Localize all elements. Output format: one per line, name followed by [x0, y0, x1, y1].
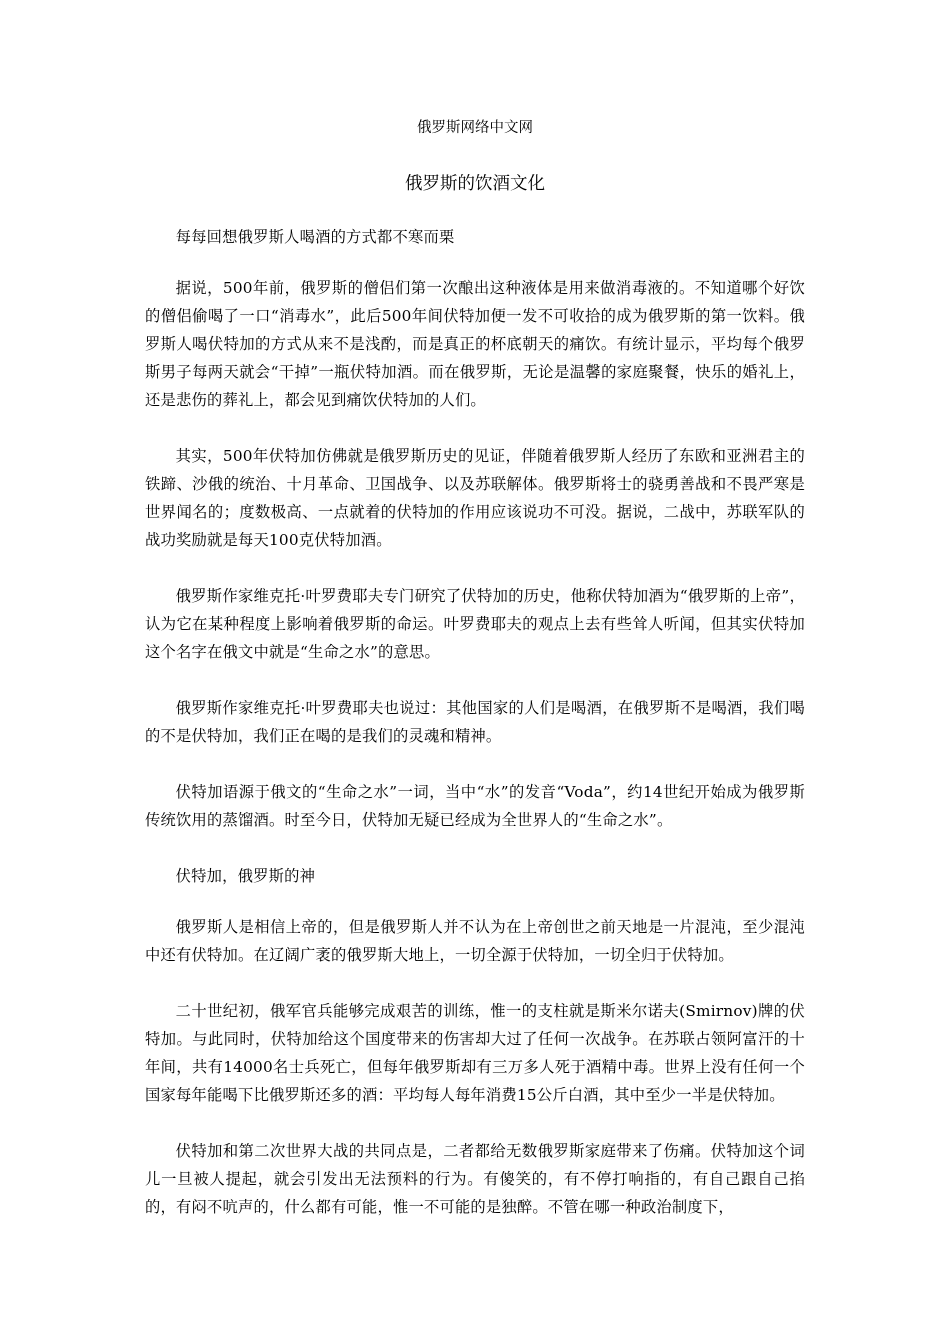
document-page — [145, 0, 805, 1344]
site-title: 俄罗斯网络中文网 — [417, 120, 533, 136]
body-paragraph: 二十世纪初，俄军官兵能够完成艰苦的训练，惟一的支柱就是斯米尔诺夫(Smirnov)牌的伏特加。与此同时，伏特加给这个国度带来的伤害却大过了任何一次战争。在苏联占领阿富汗的十年间，共有14000名士兵死亡，但每年俄罗斯却有三万多人死于酒精中毒。世界上没有任何一个国家每年能喝下比俄罗斯还多的酒：平均每人每年消费15公斤白酒，其中至少一半是伏特加。 — [145, 1002, 805, 1104]
body-paragraph: 俄罗斯作家维克托·叶罗费耶夫也说过：其他国家的人们是喝酒，在俄罗斯不是喝酒，我们喝的不是伏特加，我们正在喝的是我们的灵魂和精神。 — [145, 699, 805, 745]
article-body — [145, 223, 805, 1249]
body-paragraph: 据说，500年前，俄罗斯的僧侣们第一次酿出这种液体是用来做消毒液的。不知道哪个好饮的僧侣偷喝了一口“消毒水”，此后500年间伏特加便一发不可收拾的成为俄罗斯的第一饮料。俄罗斯人喝伏特加的方式从来不是浅酌，而是真正的杯底朝天的痛饮。有统计显示，平均每个俄罗斯男子每两天就会“干掉”一瓶伏特加酒。而在俄罗斯，无论是温馨的家庭聚餐，快乐的婚礼上，还是悲伤的葬礼上，都会见到痛饮伏特加的人们。 — [145, 279, 805, 409]
body-paragraph: 伏特加语源于俄文的“生命之水”一词，当中“水”的发音“Voda”，约14世纪开始成为俄罗斯传统饮用的蒸馏酒。时至今日，伏特加无疑已经成为全世界人的“生命之水”。 — [145, 783, 805, 829]
body-paragraph: 伏特加和第二次世界大战的共同点是，二者都给无数俄罗斯家庭带来了伤痛。伏特加这个词儿一旦被人提起，就会引发出无法预料的行为。有傻笑的，有不停打响指的，有自己跟自己掐的，有闷不吭声的，什么都有可能，惟一不可能的是独醉。不管在哪一种政治制度下， — [145, 1142, 805, 1216]
subheading-paragraph: 伏特加，俄罗斯的神 — [175, 867, 316, 885]
body-paragraph: 其实，500年伏特加仿佛就是俄罗斯历史的见证，伴随着俄罗斯人经历了东欧和亚洲君主的铁蹄、沙俄的统治、十月革命、卫国战争、以及苏联解体。俄罗斯将士的骁勇善战和不畏严寒是世界闻名的；度数极高、一点就着的伏特加的作用应该说功不可没。据说，二战中，苏联军队的战功奖励就是每天100克伏特加酒。 — [145, 447, 805, 549]
article-title: 俄罗斯的饮酒文化 — [405, 174, 545, 194]
body-paragraph: 俄罗斯人是相信上帝的，但是俄罗斯人并不认为在上帝创世之前天地是一片混沌，至少混沌中还有伏特加。在辽阔广袤的俄罗斯大地上，一切全源于伏特加，一切全归于伏特加。 — [145, 918, 805, 964]
body-paragraph: 俄罗斯作家维克托·叶罗费耶夫专门研究了伏特加的历史，他称伏特加酒为“俄罗斯的上帝”，认为它在某种程度上影响着俄罗斯的命运。叶罗费耶夫的观点上去有些耸人听闻，但其实伏特加这个名字在俄文中就是“生命之水”的意思。 — [145, 587, 805, 661]
subheading-paragraph: 每每回想俄罗斯人喝酒的方式都不寒而栗 — [175, 228, 455, 246]
